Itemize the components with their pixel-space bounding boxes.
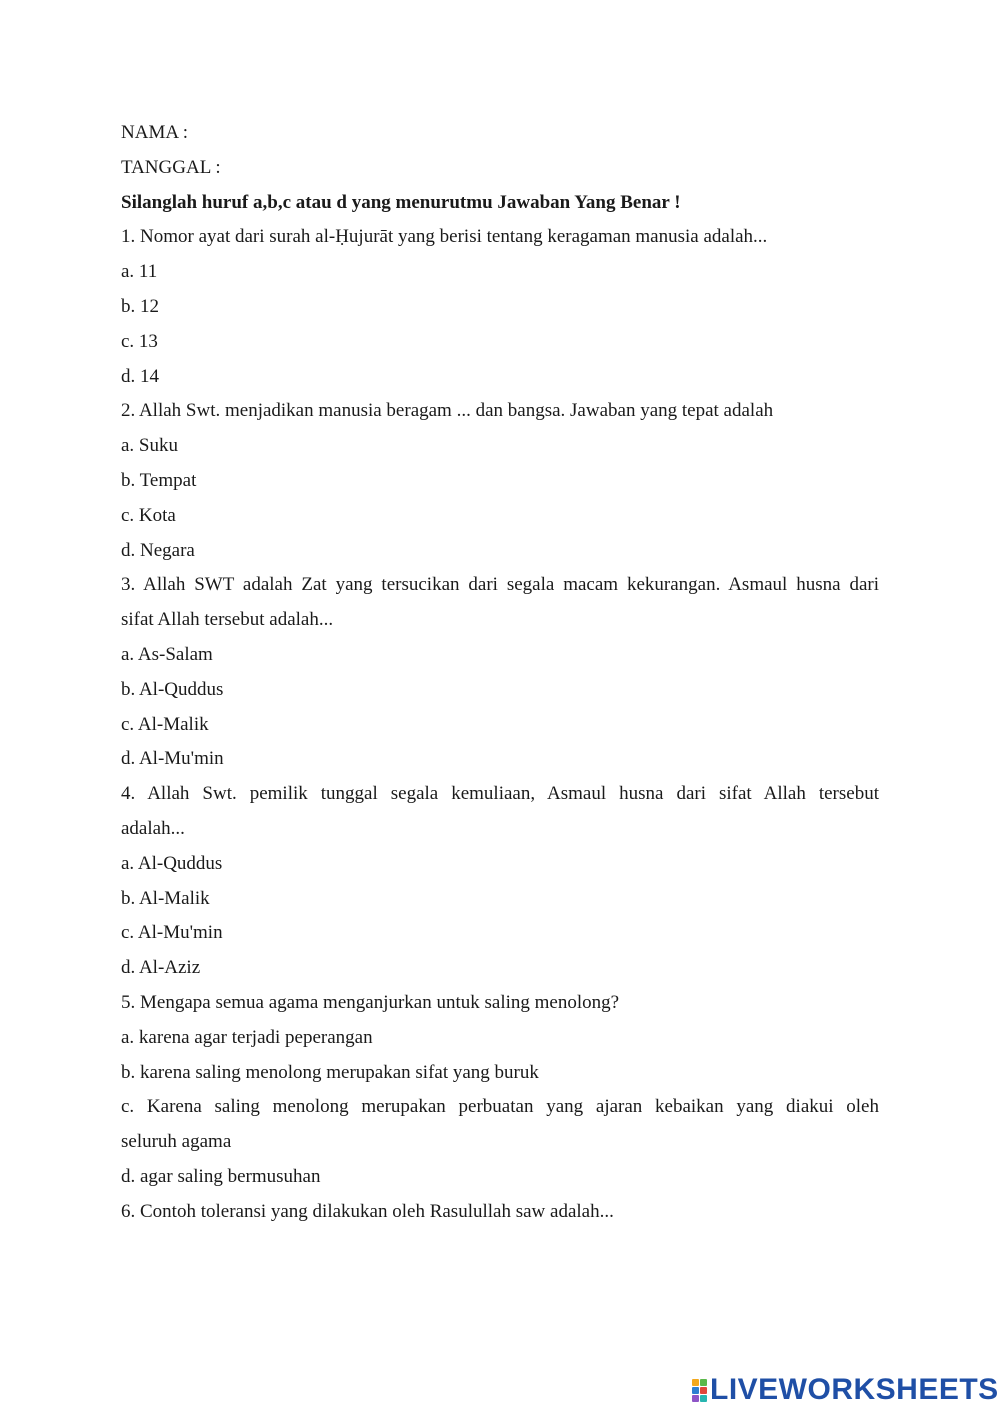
- question-3-option-d[interactable]: d. Al-Mu'min: [121, 748, 224, 770]
- question-1-option-b[interactable]: b. 12: [121, 295, 159, 317]
- worksheet-page: [121, 116, 879, 1230]
- question-4-option-c[interactable]: c. Al-Mu'min: [121, 922, 223, 944]
- question-5-option-b[interactable]: b. karena saling menolong merupakan sifat yang buruk: [121, 1061, 539, 1083]
- question-3-text-line-2: sifat Allah tersebut adalah...: [121, 609, 334, 631]
- question-1-text: 1. Nomor ayat dari surah al-Ḥujurāt yang berisi tentang keragaman manusia adalah...: [121, 226, 768, 248]
- question-5-option-a[interactable]: a. karena agar terjadi peperangan: [121, 1026, 373, 1048]
- question-3-option-a[interactable]: a. As-Salam: [121, 643, 213, 665]
- question-2-option-d[interactable]: d. Negara: [121, 539, 195, 561]
- liveworksheets-brand: [692, 1374, 999, 1406]
- liveworksheets-logo-icon: [692, 1379, 707, 1402]
- question-2-option-c[interactable]: c. Kota: [121, 504, 176, 526]
- question-5-option-c-line-2[interactable]: seluruh agama: [121, 1131, 232, 1153]
- question-4-option-b[interactable]: b. Al-Malik: [121, 887, 210, 909]
- question-4-text-line-2: adalah...: [121, 817, 185, 839]
- question-5-option-d[interactable]: d. agar saling bermusuhan: [121, 1165, 321, 1187]
- question-6-text: 6. Contoh toleransi yang dilakukan oleh Rasulullah saw adalah...: [121, 1200, 614, 1222]
- nama-label: NAMA :: [121, 122, 189, 143]
- question-2-option-a[interactable]: a. Suku: [121, 435, 178, 457]
- question-1-option-d[interactable]: d. 14: [121, 365, 159, 387]
- question-5-option-c-line-1[interactable]: c. Karena saling menolong merupakan perbuatan yang ajaran kebaikan yang diakui oleh: [121, 1096, 879, 1118]
- question-3-option-c[interactable]: c. Al-Malik: [121, 713, 209, 735]
- question-5-text: 5. Mengapa semua agama menganjurkan untuk saling menolong?: [121, 991, 620, 1013]
- question-4-option-d[interactable]: d. Al-Aziz: [121, 957, 201, 979]
- question-3-option-b[interactable]: b. Al-Quddus: [121, 678, 224, 700]
- tanggal-label: TANGGAL :: [121, 156, 221, 178]
- question-2-option-b[interactable]: b. Tempat: [121, 469, 197, 491]
- liveworksheets-wordmark: LIVEWORKSHEETS: [710, 1373, 999, 1406]
- question-1-option-a[interactable]: a. 11: [121, 261, 158, 283]
- question-3-text-line-1: 3. Allah SWT adalah Zat yang tersucikan dari segala macam kekurangan. Asmaul husna dari: [121, 574, 879, 596]
- question-4-option-a[interactable]: a. Al-Quddus: [121, 852, 223, 874]
- question-2-text: 2. Allah Swt. menjadikan manusia beragam ... dan bangsa. Jawaban yang tepat adalah: [121, 400, 774, 422]
- question-4-text-line-1: 4. Allah Swt. pemilik tunggal segala kemuliaan, Asmaul husna dari sifat Allah tersebut: [121, 783, 879, 805]
- instruction: Silanglah huruf a,b,c atau d yang menurutmu Jawaban Yang Benar !: [121, 191, 681, 213]
- question-1-option-c[interactable]: c. 13: [121, 330, 158, 352]
